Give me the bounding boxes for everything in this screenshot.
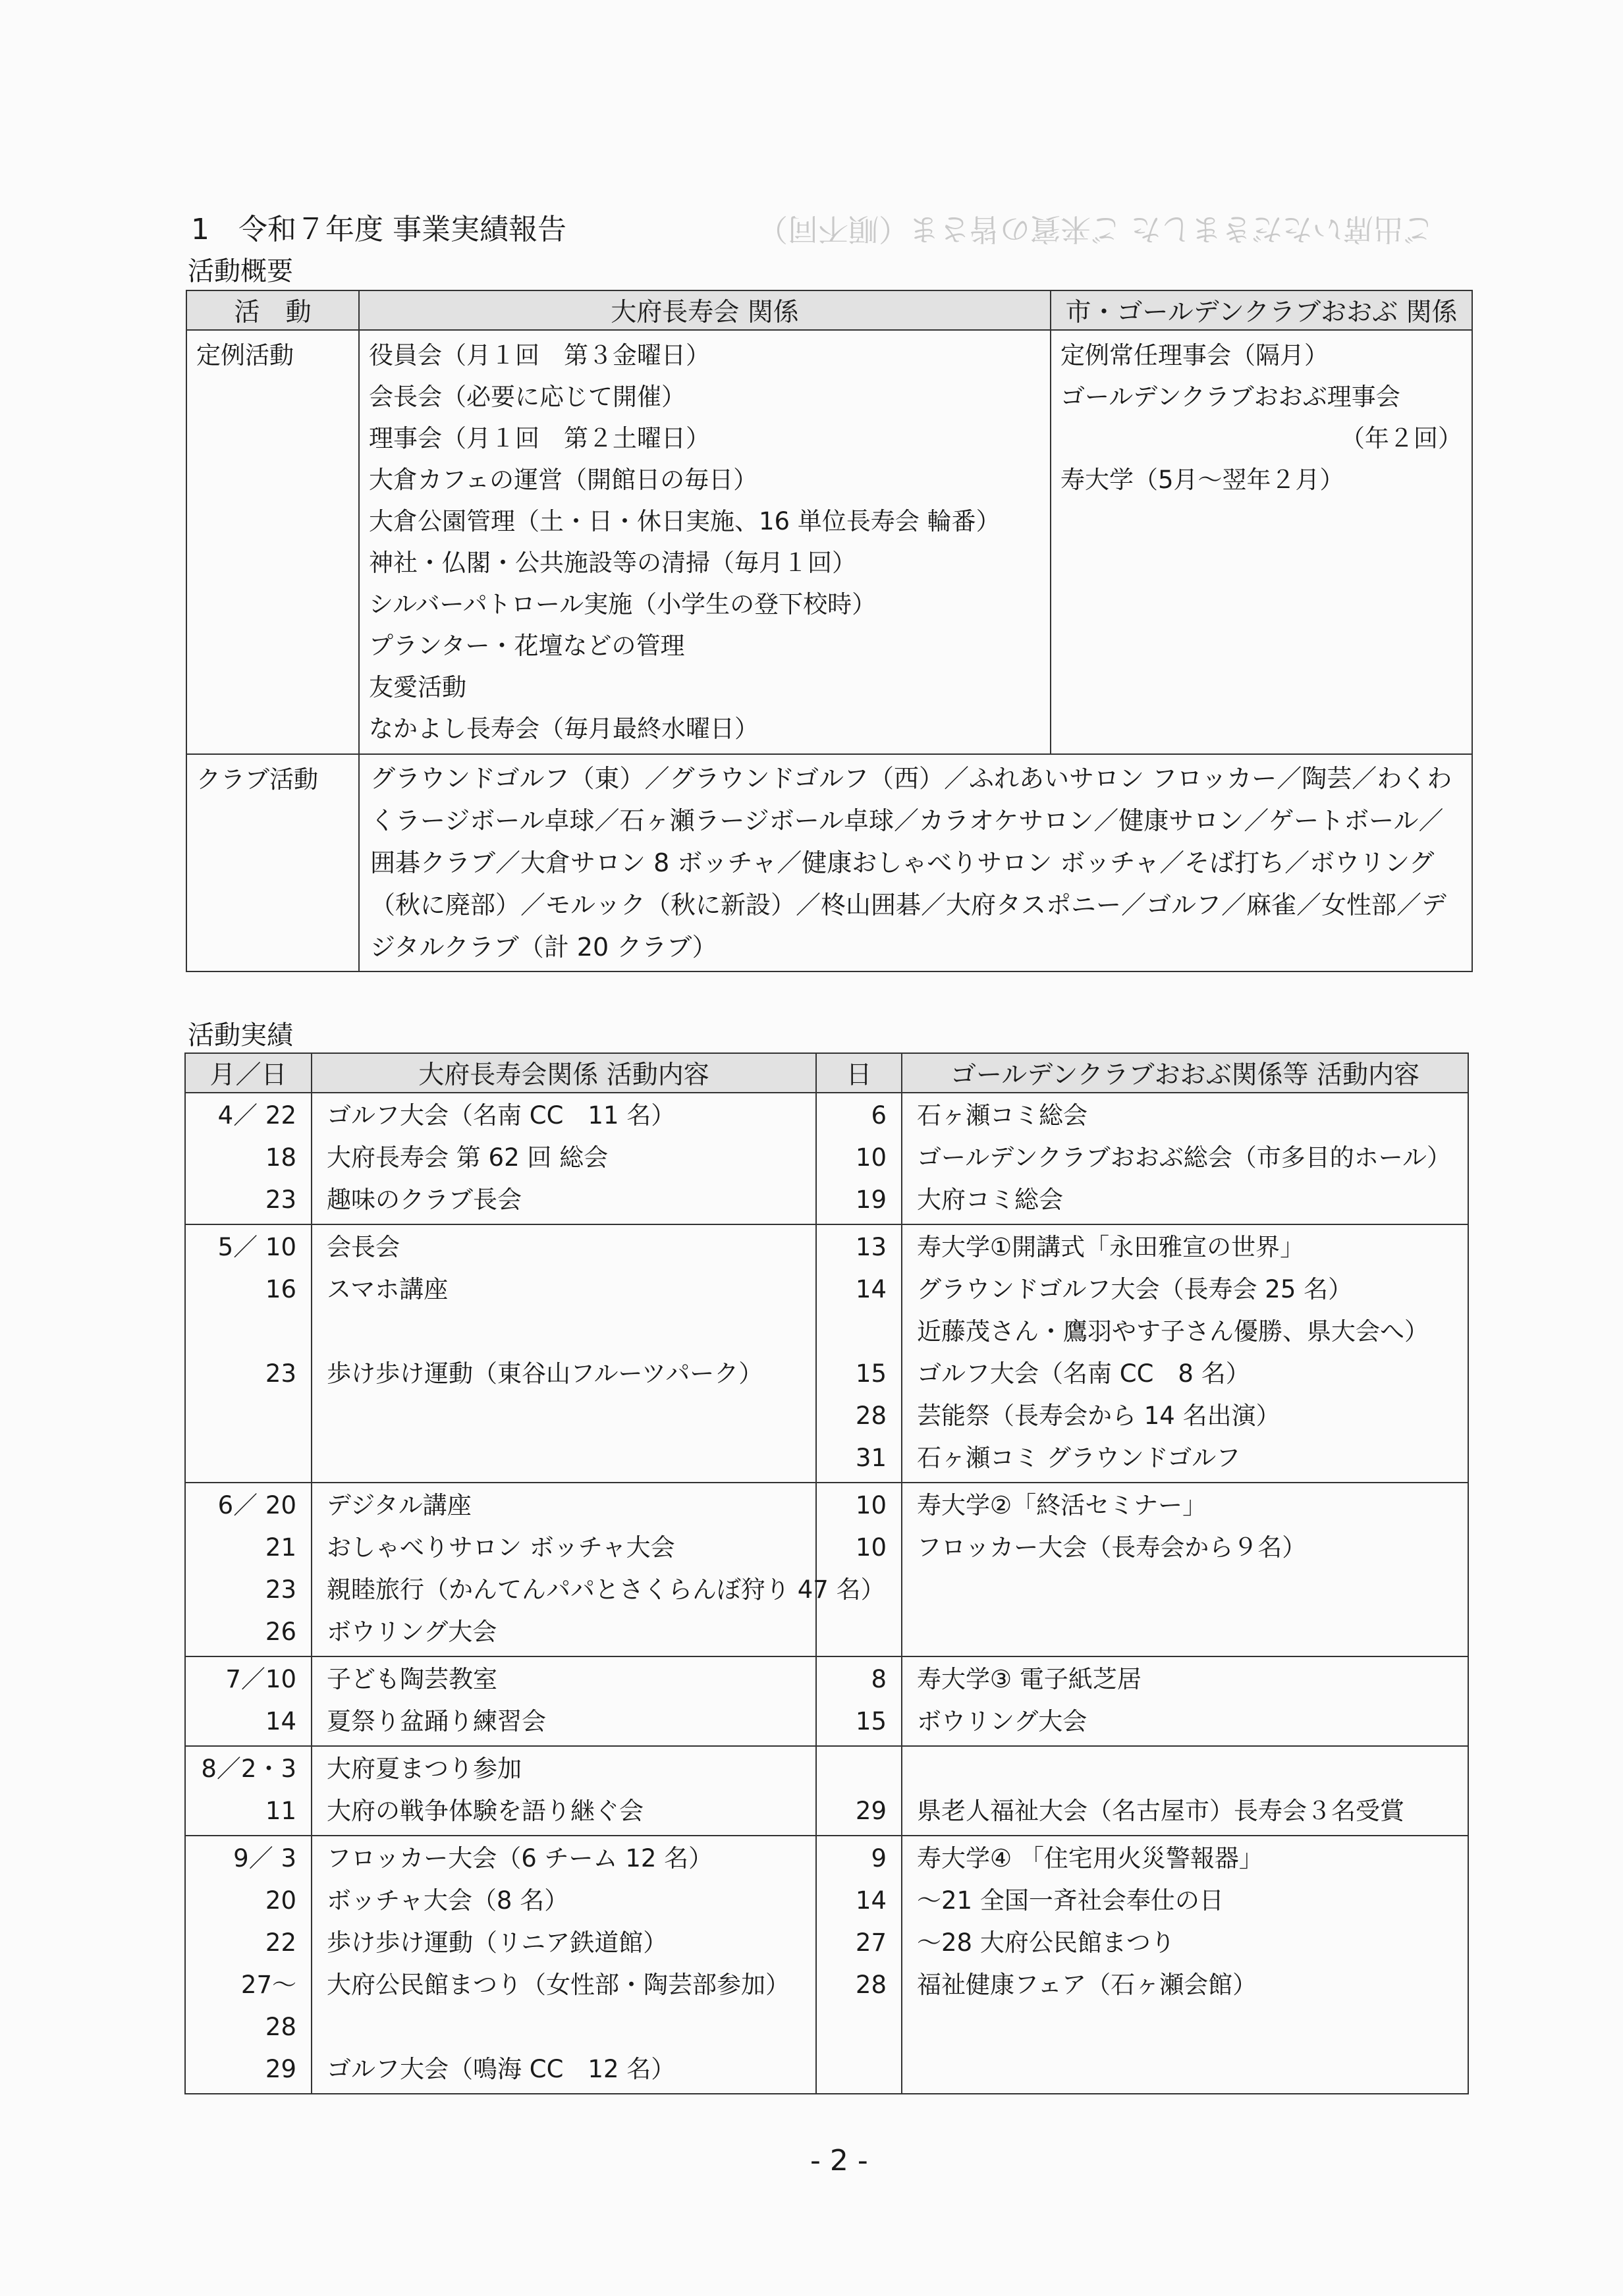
regular-item: 友愛活動 [369, 673, 466, 701]
chojukai-activitie-line: 親睦旅行（かんてんパパとさくらんぼ狩り 47 名） [327, 1575, 885, 1604]
overview-table [186, 290, 1473, 972]
month-date-line: 28 [265, 2013, 296, 2041]
goldenclub-activitie-line [902, 2048, 1468, 2091]
goldenclub-activitie-line: 県老人福祉大会（名古屋市）長寿会３名受賞 [917, 1797, 1404, 1825]
month-date-line: 27～ [240, 1971, 296, 1999]
chojukai-activitie-line: ゴルフ大会（名南 CC 11 名） [327, 1101, 676, 1130]
goldenclub-activitie-line: ボウリング大会 [917, 1707, 1087, 1736]
regular-item: 理事会（月１回 第２土曜日） [369, 424, 710, 452]
goldenclub-activities [902, 1483, 1468, 1656]
chojukai-activitie-line [312, 1311, 815, 1353]
goldenclub-day-line: 14 [855, 1275, 887, 1303]
month-dates [185, 1746, 312, 1836]
goldenclub-day-line: 13 [855, 1233, 887, 1261]
goldenclub-day-line [817, 1311, 901, 1353]
goldenclub-activitie-line: ～28 大府公民館まつり [917, 1928, 1175, 1957]
regular-item: なかよし長寿会（毎月最終水曜日） [369, 715, 759, 743]
chojukai-activitie-line: 大府の戦争体験を語り継ぐ会 [327, 1797, 644, 1825]
regular-activity-label: 定例活動 [186, 330, 359, 754]
goldenclub-days [816, 1746, 902, 1836]
header-activity: 活 動 [186, 290, 359, 330]
goldenclub-day-line: 31 [855, 1444, 887, 1472]
month-date-line: 16 [265, 1275, 296, 1303]
goldenclub-day-line: 6 [871, 1101, 887, 1130]
regular-item: 会長会（必要に応じて開催） [369, 383, 686, 411]
regular-item: 神社・仏閣・公共施設等の清掃（毎月１回） [369, 549, 856, 577]
month-date-line: 23 [265, 1575, 296, 1604]
chojukai-activitie-line: 趣味のクラブ長会 [327, 1186, 522, 1214]
results-table [184, 1052, 1469, 2094]
month-date-line: 23 [265, 1186, 296, 1214]
club-activity-row [186, 754, 1472, 971]
header-date: 月／日 [185, 1053, 312, 1093]
overview-header-row [186, 290, 1472, 330]
header-city-goldenclub: 市・ゴールデンクラブおおぶ 関係 [1051, 290, 1472, 330]
regular-item: 大倉公園管理（土・日・休日実施、16 単位長寿会 輪番） [369, 507, 1001, 535]
goldenclub-activitie-line: 福祉健康フェア（石ヶ瀬会館） [917, 1971, 1257, 1999]
month-date-line [186, 1311, 311, 1353]
chojukai-activitie-line: 歩け歩け運動（リニア鉄道館） [327, 1928, 668, 1957]
goldenclub-day-line: 9 [871, 1844, 887, 1872]
month-date-line [186, 1395, 311, 1437]
regular-activity-list [359, 330, 1051, 754]
goldenclub-activitie-line: ～21 全国一斉社会奉仕の日 [917, 1886, 1224, 1915]
month-date-line: 26 [265, 1618, 296, 1646]
club-line: 囲碁クラブ／大倉サロン 8 ボッチャ／健康おしゃべりサロン ボッチャ／そば打ち／ボウリング [370, 848, 1435, 877]
month-date-line: 18 [265, 1143, 296, 1172]
goldenclub-days [816, 1836, 902, 2094]
month-date-line: 14 [265, 1707, 296, 1736]
month-dates [185, 1836, 312, 2094]
goldenclub-activitie-line: グラウンドゴルフ大会（長寿会 25 名） [917, 1275, 1353, 1303]
goldenclub-days [816, 1656, 902, 1746]
goldenclub-activities [902, 1093, 1468, 1224]
chojukai-activitie-line: おしゃべりサロン ボッチャ大会 [327, 1533, 675, 1562]
club-line: （秋に廃部）／モルック（秋に新設）／柊山囲碁／大府タスポニー／ゴルフ／麻雀／女性部／デ [370, 890, 1447, 919]
month-date-line: 4／ 22 [217, 1101, 296, 1130]
month-row [185, 1746, 1468, 1836]
chojukai-activitie-line: 歩け歩け運動（東谷山フルーツパーク） [327, 1359, 763, 1388]
goldenclub-activitie-line [902, 1569, 1468, 1611]
goldenclub-activitie-line: 石ヶ瀬コミ グラウンドゴルフ [917, 1444, 1241, 1472]
chojukai-activitie-line: ゴルフ大会（鳴海 CC 12 名） [327, 2055, 676, 2083]
goldenclub-activities [902, 1746, 1468, 1836]
chojukai-activitie-line [312, 1395, 815, 1437]
goldenclub-activitie-line: フロッカー大会（長寿会から９名） [917, 1533, 1307, 1562]
goldenclub-activitie-line [902, 1611, 1468, 1653]
month-date-line: 21 [265, 1533, 296, 1562]
month-dates [185, 1224, 312, 1483]
month-date-line: 9／ 3 [233, 1844, 296, 1872]
goldenclub-activitie-line: 寿大学④ 「住宅用火災警報器」 [917, 1844, 1263, 1872]
header-chojukai-activity: 大府長寿会関係 活動内容 [312, 1053, 816, 1093]
club-line: グラウンドゴルフ（東）／グラウンドゴルフ（西）／ふれあいサロン フロッカー／陶芸／わくわ [370, 764, 1452, 793]
chojukai-activitie-line [312, 2006, 815, 2048]
goldenclub-day-line [817, 2006, 901, 2048]
regular-item: 役員会（月１回 第３金曜日） [369, 341, 710, 369]
month-row [185, 1224, 1468, 1483]
month-date-line: 8／2・3 [201, 1755, 296, 1783]
goldenclub-activitie-line: 寿大学③ 電子紙芝居 [917, 1665, 1142, 1693]
month-dates [185, 1093, 312, 1224]
month-row [185, 1093, 1468, 1224]
month-date-line: 23 [265, 1359, 296, 1388]
city-regular-list [1051, 330, 1472, 754]
goldenclub-activitie-line: 近藤茂さん・鷹羽やす子さん優勝、県大会へ） [917, 1317, 1429, 1346]
goldenclub-day-line: 10 [855, 1533, 887, 1562]
regular-item: シルバーパトロール実施（小学生の登下校時） [369, 590, 877, 618]
month-row [185, 1483, 1468, 1656]
club-line: ジタルクラブ（計 20 クラブ） [370, 933, 717, 962]
header-day: 日 [816, 1053, 902, 1093]
goldenclub-activitie-line: 寿大学①開講式「永田雅宣の世界」 [917, 1233, 1305, 1261]
goldenclub-days [816, 1093, 902, 1224]
month-dates [185, 1656, 312, 1746]
goldenclub-day-line: 15 [855, 1707, 887, 1736]
city-item: （年２回） [1340, 424, 1462, 452]
month-date-line: 29 [265, 2055, 296, 2083]
chojukai-activitie-line: 大府公民館まつり（女性部・陶芸部参加） [327, 1971, 790, 1999]
goldenclub-activitie-line [902, 1748, 1468, 1790]
goldenclub-day-line: 29 [855, 1797, 887, 1825]
month-row [185, 1656, 1468, 1746]
bleed-through-text: ご出席いただきました ご来賓の皆さま（順不同） [757, 211, 1434, 247]
chojukai-activitie-line: ボッチャ大会（8 名） [327, 1886, 569, 1915]
month-date-line [186, 1437, 311, 1479]
chojukai-activitie-line: 会長会 [327, 1233, 400, 1261]
chojukai-activitie-line: ボウリング大会 [327, 1618, 497, 1646]
goldenclub-activities [902, 1656, 1468, 1746]
goldenclub-activitie-line: 大府コミ総会 [917, 1186, 1063, 1214]
goldenclub-day-line [817, 1611, 901, 1653]
goldenclub-day-line: 19 [855, 1186, 887, 1214]
chojukai-activities [312, 1656, 816, 1746]
goldenclub-day-line: 15 [855, 1359, 887, 1388]
goldenclub-day-line: 14 [855, 1886, 887, 1915]
goldenclub-activitie-line: 芸能祭（長寿会から 14 名出演） [917, 1402, 1280, 1430]
regular-item: 大倉カフェの運営（開館日の毎日） [369, 466, 758, 494]
goldenclub-day-line: 8 [871, 1665, 887, 1693]
chojukai-activities [312, 1093, 816, 1224]
month-date-line: 6／ 20 [217, 1491, 296, 1519]
goldenclub-day-line [817, 2048, 901, 2091]
results-body [185, 1093, 1468, 2094]
results-header-row [185, 1053, 1468, 1093]
goldenclub-activitie-line: 寿大学②「終活セミナー」 [917, 1491, 1207, 1519]
overview-heading: 活動概要 [188, 256, 293, 287]
goldenclub-day-line: 27 [855, 1928, 887, 1957]
goldenclub-day-line [817, 1748, 901, 1790]
city-item: 寿大学（5月～翌年２月） [1060, 466, 1344, 494]
goldenclub-activities [902, 1224, 1468, 1483]
chojukai-activitie-line [312, 1437, 815, 1479]
goldenclub-activitie-line [902, 2006, 1468, 2048]
goldenclub-day-line: 28 [855, 1971, 887, 1999]
chojukai-activities [312, 1224, 816, 1483]
goldenclub-activitie-line: ゴルフ大会（名南 CC 8 名） [917, 1359, 1250, 1388]
month-date-line: 7／10 [225, 1665, 296, 1693]
chojukai-activitie-line: フロッカー大会（6 チーム 12 名） [327, 1844, 713, 1872]
month-date-line: 5／ 10 [217, 1233, 296, 1261]
goldenclub-day-line: 10 [855, 1491, 887, 1519]
goldenclub-day-line: 28 [855, 1402, 887, 1430]
page-number: - 2 - [810, 2144, 868, 2177]
city-item: 定例常任理事会（隔月） [1060, 341, 1329, 369]
goldenclub-days [816, 1224, 902, 1483]
goldenclub-activitie-line: 石ヶ瀬コミ総会 [917, 1101, 1087, 1130]
chojukai-activities [312, 1746, 816, 1836]
regular-activity-row [186, 330, 1472, 754]
chojukai-activitie-line: デジタル講座 [327, 1491, 472, 1519]
chojukai-activitie-line: 大府夏まつり参加 [327, 1755, 522, 1783]
chojukai-activitie-line: 夏祭り盆踊り練習会 [327, 1707, 546, 1736]
month-dates [185, 1483, 312, 1656]
goldenclub-activities [902, 1836, 1468, 2094]
club-activity-list [359, 754, 1472, 971]
results-heading: 活動実績 [188, 1020, 293, 1051]
month-date-line: 11 [265, 1797, 296, 1825]
month-date-line: 22 [265, 1928, 296, 1957]
month-row [185, 1836, 1468, 2094]
city-item: ゴールデンクラブおおぶ理事会 [1060, 383, 1400, 411]
club-line: くラージボール卓球／石ヶ瀬ラージボール卓球／カラオケサロン／健康サロン／ゲートボール／ [370, 806, 1444, 835]
goldenclub-day-line: 10 [855, 1143, 887, 1172]
chojukai-activitie-line: 大府長寿会 第 62 回 総会 [327, 1143, 609, 1172]
goldenclub-activitie-line: ゴールデンクラブおおぶ総会（市多目的ホール） [917, 1143, 1452, 1172]
header-goldenclub-activity: ゴールデンクラブおおぶ関係等 活動内容 [902, 1053, 1468, 1093]
report-title: 1 令和７年度 事業実績報告 [191, 213, 566, 246]
header-obu-chojukai: 大府長寿会 関係 [359, 290, 1051, 330]
chojukai-activities [312, 1836, 816, 2094]
month-date-line: 20 [265, 1886, 296, 1915]
chojukai-activitie-line: 子ども陶芸教室 [327, 1665, 497, 1693]
club-activity-label: クラブ活動 [186, 754, 359, 971]
regular-item: プランター・花壇などの管理 [369, 632, 685, 660]
chojukai-activitie-line: スマホ講座 [327, 1275, 449, 1303]
